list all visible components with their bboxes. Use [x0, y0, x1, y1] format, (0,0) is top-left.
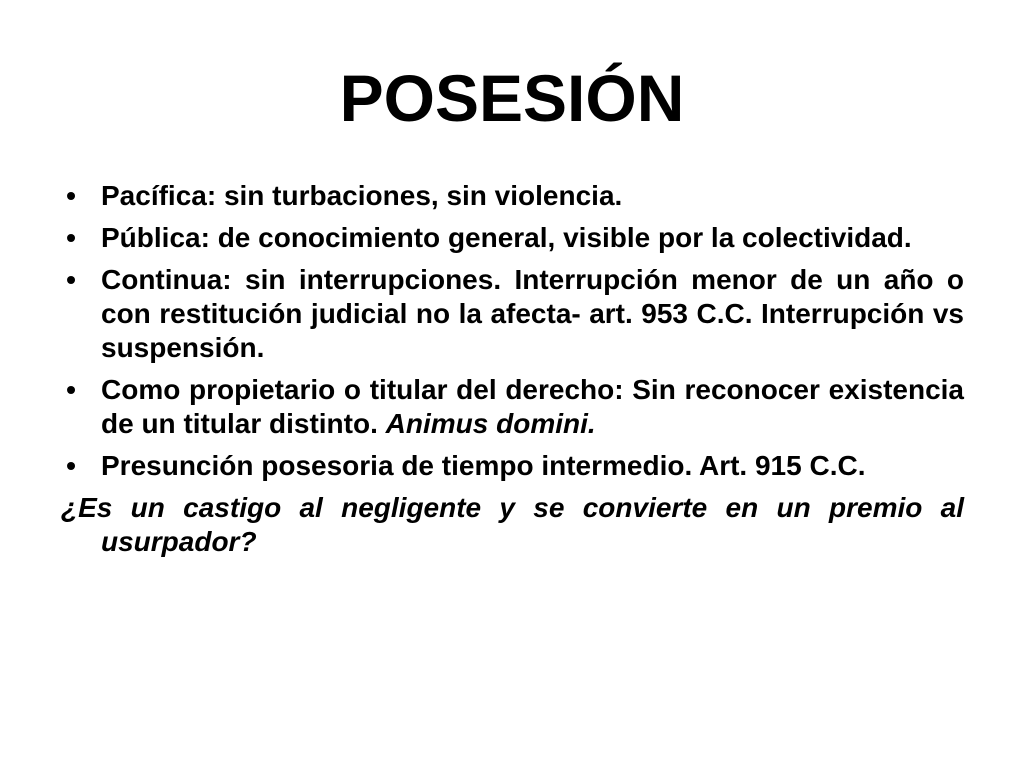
- bullet-text: Pacífica: sin turbaciones, sin violencia.: [101, 180, 623, 211]
- bullet-item-como-propietario: [61, 373, 964, 441]
- bullet-text: Continua: sin interrupciones. Interrupción menor de un año o con restitución judicial no la afecta- art. 953 C.C. Interrupción vs suspensión.: [101, 264, 964, 363]
- bullet-icon: •: [66, 180, 76, 211]
- bullet-item-presuncion: [61, 449, 964, 483]
- bullet-text: Como propietario o titular del derecho: Sin reconocer existencia de un titular distinto.: [101, 374, 964, 439]
- bullet-item-publica: [61, 221, 964, 255]
- bullet-text: Pública: de conocimiento general, visible por la colectividad.: [101, 222, 912, 253]
- bullet-icon: •: [66, 264, 76, 295]
- bullet-text: Presunción posesoria de tiempo intermedio. Art. 915 C.C.: [101, 450, 866, 481]
- bullet-icon: •: [66, 222, 76, 253]
- bullet-list: [61, 179, 964, 559]
- bullet-icon: •: [66, 450, 76, 481]
- animus-domini-text: Animus domini.: [385, 408, 596, 439]
- closing-question: ¿Es un castigo al negligente y se convierte en un premio al usurpador?: [61, 492, 964, 557]
- bullet-item-continua: [61, 263, 964, 365]
- slide-title: POSESIÓN: [339, 61, 685, 135]
- bullet-icon: •: [66, 374, 76, 405]
- bullet-item-pacifica: [61, 179, 964, 213]
